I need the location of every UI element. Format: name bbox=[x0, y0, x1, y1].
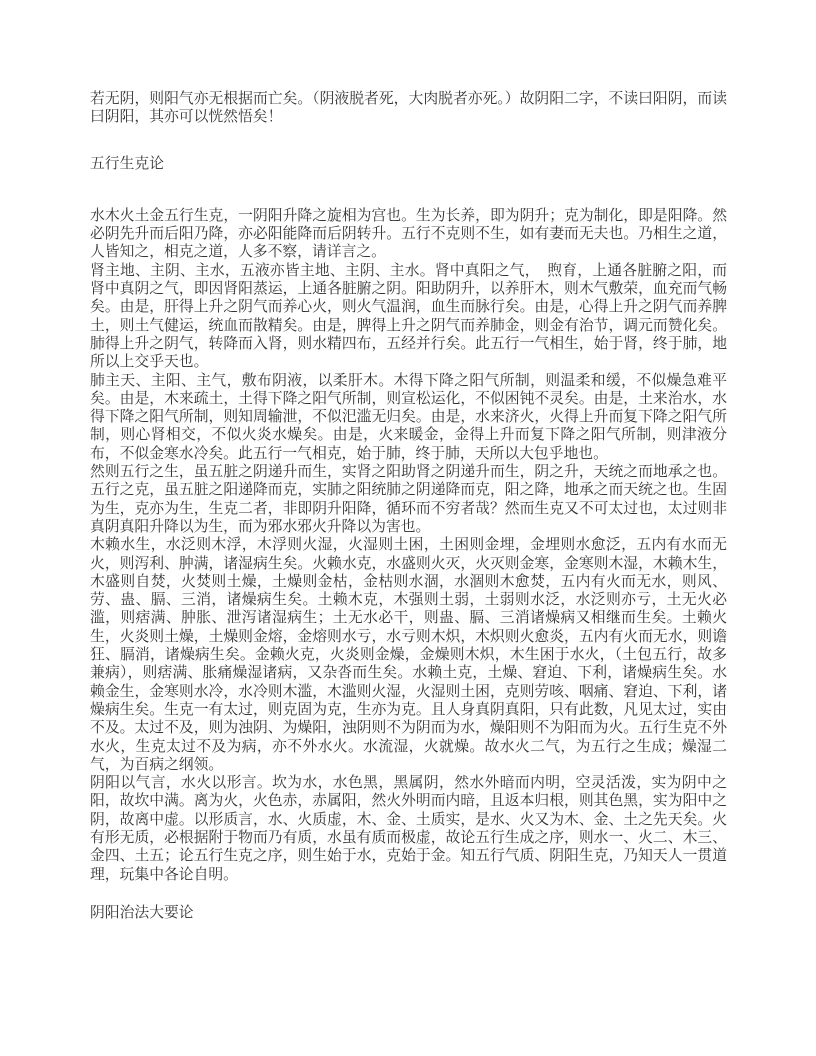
paragraph: 阴阳以气言，水火以形言。坎为水，水色黑，黑属阴，然水外暗而内明，空灵活泼，实为阴中之阳，故坎中满。离为火，火色赤，赤属阳，然火外明而内暗，且返本归根，则其色黑，实为阳中之阴，故离中虚。以形质言，水、火质虚，木、金、土质实，是水、火又为木、金、土之先天矣。火有形无质，必根据附于物而乃有质，水虽有质而极虚，故论五行生成之序，则水一、火二、木三、金四、土五；论五行生克之序，则生始于水，克始于金。知五行气质、阴阳生克，乃知天人一贯道理，玩集中各论自明。 bbox=[90, 774, 727, 883]
intro-paragraph: 若无阴，则阳气亦无根据而亡矣。（阴液脱者死，大肉脱者亦死。）故阴阳二字，不读曰阳阴，而读曰阴阳，其亦可以恍然悟矣！ bbox=[90, 90, 727, 126]
section-body-five-elements bbox=[90, 207, 727, 884]
section-heading-five-elements: 五行生克论 bbox=[90, 154, 164, 172]
paragraph: 肾主地、主阴、主水，五液亦皆主地、主阴、主水。肾中真阳之气， 煦育，上通各脏腑之阳，而肾中真阴之气，即因肾阳蒸运，上通各脏腑之阴。阳助阴升，以养肝木，则木气敷荣，血充而气畅矣。由是，肝得上升之阴气而养心火，则火气温润，血生而脉行矣。由是，心得上升之阴气而养脾土，则土气健运，统血而散精矣。由是，脾得上升之阴气而养肺金，则金有治节，调元而赞化矣。肺得上升之阴气，转降而入肾，则水精四布，五经并行矣。此五行一气相生，始于肾，终于肺，地所以上交乎天也。 bbox=[90, 261, 727, 371]
paragraph: 然则五行之生，虽五脏之阴递升而生，实肾之阳助肾之阴递升而生，阴之升，天统之而地承之也。五行之克，虽五脏之阳递降而克，实肺之阳统肺之阴递降而克，阳之降，地承之而天统之也。生固为生，克亦为生，生克二者，非即阴升阳降，循环而不穷者哉？然而生克又不可太过也，太过则非真阴真阳升降以为生，而为邪水邪火升降以为害也。 bbox=[90, 463, 727, 535]
paragraph: 肺主天、主阳、主气，敷布阴液，以柔肝木。木得下降之阳气所制，则温柔和缓，不似燥急难平矣。由是，木来疏土，土得下降之阳气所制，则宣松运化，不似困钝不灵矣。由是，土来治水，水得下降之阳气所制，则知周输泄，不似汜滥无归矣。由是，水来济火，火得上升而复下降之阳气所制，则心肾相交，不似火炎水燥矣。由是，火来暖金，金得上升而复下降之阳气所制，则津液分布，不似金寒水冷矣。此五行一气相克，始于肺，终于肺，天所以大包乎地也。 bbox=[90, 371, 727, 462]
section-heading-yinyang-treatment: 阴阳治法大要论 bbox=[90, 903, 194, 921]
paragraph: 水木火土金五行生克，一阴阳升降之旋相为宫也。生为长养，即为阴升；克为制化，即是阳降。然必阴先升而后阳乃降，亦必阳能降而后阴转升。五行不克则不生，如有妻而无夫也。乃相生之道，人皆知之，相克之道，人多不察，请详言之。 bbox=[90, 206, 727, 261]
paragraph: 木赖水生，水泛则木浮，木浮则火湿，火湿则土困，土困则金埋，金埋则水愈泛，五内有水而无火，则泻利、肿满，诸湿病生矣。火赖水克，水盛则火灭，火灭则金寒，金寒则木湿，木赖木生，木盛则自焚，火焚则土燥，土燥则金枯，金枯则水涸，水涸则木愈焚，五内有火而无水，则风、劳、蛊、膈、三消，诸燥病生矣。土赖木克，木强则土弱，土弱则水泛，水泛则亦亏，土无火必滥，则痞满、肿胀、泄泻诸湿病生；土无水必干，则蛊、膈、三消诸燥病又相继而生矣。土赖火生，火炎则土燥，土燥则金熔，金熔则水亏，水亏则木炽，木炽则火愈炎，五内有火而无水，则谵狂、膈消，诸燥病生矣。金赖火克，火炎则金燥，金燥则木炽，木生困于水火，（土包五行，故多兼病），则痞满、胀痛燥湿诸病，又杂沓而生矣。水赖土克，土燥、窘迫、下利，诸燥病生矣。水赖金生，金寒则水冷，水冷则木滥，木滥则火湿，火湿则土困，克则劳咳、咽痛、窘迫、下利，诸燥病生矣。生克一有太过，则克固为克，生亦为克。且人身真阴真阳，只有此数，凡见太过，实由不及。太过不及，则为浊阴、为燥阳，浊阴则不为阴而为水，燥阳则不为阳而为火。五行生克不外水火，生克太过不及为病，亦不外水火。水流湿，火就燥。故水火二气，为五行之生成；燥湿二气，为百病之纲领。 bbox=[90, 536, 727, 773]
